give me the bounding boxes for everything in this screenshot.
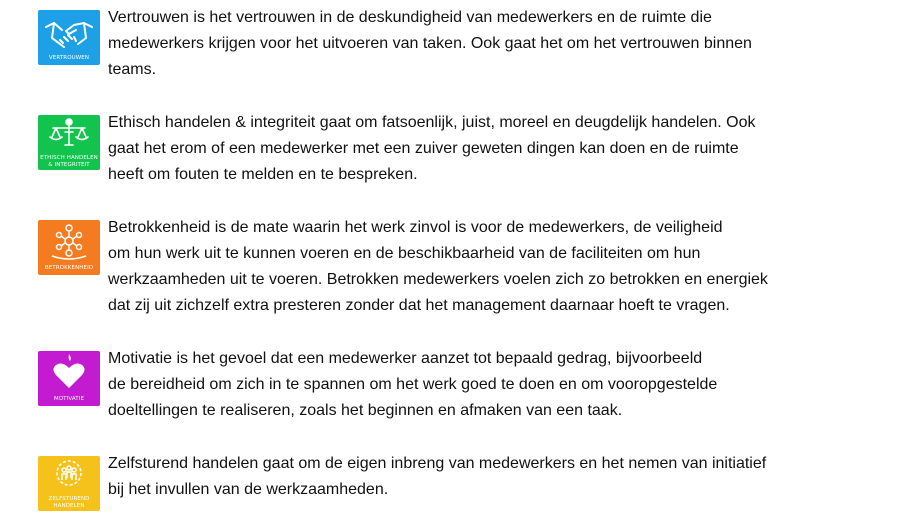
scales-person-icon (38, 115, 100, 155)
item-description: Ethisch handelen & integriteit gaat om fatsoenlijk, juist, moreel en deugdelijk handelen. Ook gaat het erom of een medewerker met een zuiver geweten dingen kan doen en de ruimte heeft om fouten te melden en te bespreken. (108, 114, 756, 183)
badge-label: ETHISCH HANDELEN & INTEGRITEIT (40, 155, 98, 168)
item-description: Betrokkenheid is de mate waarin het werk zinvol is voor de medewerkers, de veiligheid om hun werk uit te kunnen voeren en de beschikbaarheid van de faciliteiten om hun werkzaamheden uit te voeren. Betrokken medewerkers voelen zich zo betrokken en energiek dat zij uit zichzelf extra presteren zonder dat het management daarnaar hoeft te vragen. (108, 219, 768, 314)
item-description: Vertrouwen is het vertrouwen in de deskundigheid van medewerkers en de ruimte die medewerkers krijgen voor het uitvoeren van taken. Ook gaat het om het vertrouwen binnen teams. (108, 9, 752, 78)
item-description: Motivatie is het gevoel dat een medewerker aanzet tot bepaald gedrag, bijvoorbeeld de bereidheid om zich in te spannen om het werk goed te doen en om vooropgestelde doeltellingen te realiseren, zoals het beginnen en afmaken van een taak. (108, 350, 718, 419)
item-description: Zelfsturend handelen gaat om de eigen inbreng van medewerkers en het nemen van initiatief bij het invullen van de werkzaamheden. (108, 455, 767, 498)
heart-flame-icon (38, 351, 100, 395)
value-item-betrokkenheid (38, 220, 868, 320)
betrokkenheid-badge (38, 220, 100, 275)
group-network-icon (38, 220, 100, 264)
ethisch-badge (38, 115, 100, 170)
badge-label: BETROKKENHEID (44, 264, 94, 271)
vertrouwen-badge (38, 10, 100, 65)
value-item-zelfsturend (38, 456, 868, 516)
badge-label: MOTIVATIE (53, 395, 85, 402)
value-item-vertrouwen (38, 10, 868, 90)
value-item-ethisch (38, 115, 868, 195)
zelfsturend-badge (38, 456, 100, 511)
self-steering-people-icon (38, 456, 100, 494)
motivatie-badge (38, 351, 100, 406)
handshake-icon (38, 10, 100, 54)
badge-label: VERTROUWEN (48, 54, 90, 61)
value-item-motivatie (38, 351, 868, 431)
badge-label: ZELFSTUREND HANDELEN (48, 496, 90, 509)
